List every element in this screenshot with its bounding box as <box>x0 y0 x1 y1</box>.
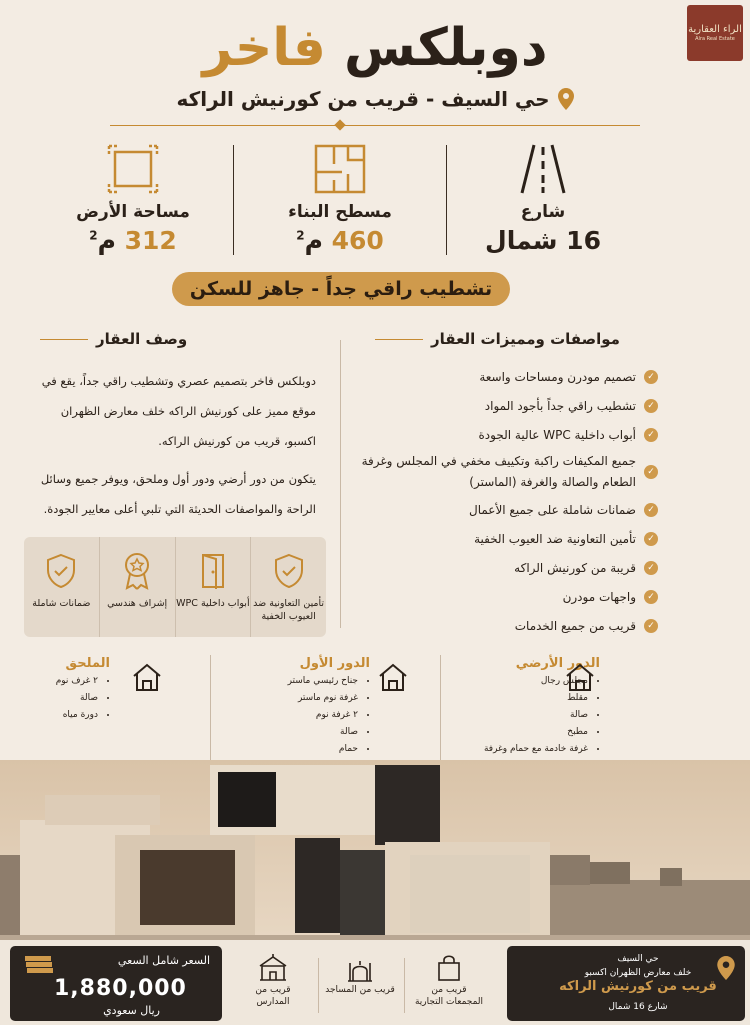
price-value: 1,880,000 <box>54 976 187 1001</box>
floor-title: الدور الأول <box>299 656 370 671</box>
nearby-mosques: قريب من المساجد <box>325 952 395 996</box>
land-area-icon <box>107 144 159 194</box>
stat-unit-sup: 2 <box>296 228 305 243</box>
stat-building-area-value: 460 <box>331 226 384 255</box>
feature-item: ✓ قريبة من كورنيش الراكه <box>360 553 658 582</box>
nearby-separator <box>404 958 405 1013</box>
feature-item: ✓ تصميم مودرن ومساحات واسعة <box>360 362 658 391</box>
column-divider <box>340 340 341 628</box>
stat-land-area-value: 312 <box>124 226 177 255</box>
nearby-separator <box>318 958 319 1013</box>
property-description <box>38 366 316 532</box>
stat-unit: م <box>304 226 323 255</box>
location-card <box>507 946 745 1021</box>
school-icon <box>258 954 288 982</box>
shield-check-icon <box>46 553 76 589</box>
brand-logo-sub: Alra Real Estate <box>695 36 735 42</box>
shield-check-icon <box>274 553 304 589</box>
check-icon: ✓ <box>644 561 658 575</box>
floor-separator <box>210 655 211 760</box>
location-highlight: قريب من كورنيش الراكه <box>559 979 717 994</box>
feature-item: ✓ قريب من جميع الخدمات <box>360 611 658 640</box>
stat-land-area-label: مساحة الأرض <box>76 202 190 222</box>
stat-street <box>468 140 618 255</box>
description-paragraph: يتكون من دور أرضي ودور أول وملحق، ويوفر جميع وسائل الراحة والمواصفات الحديثة التي تلبي أعلى معايير الجودة. <box>40 472 316 516</box>
floor-ground: الدور الأرضي • مجلس رجال • مقلط • صالة • مطبخ • غرفة خادمة مع حمام وغرفة • <box>470 655 600 792</box>
page-title <box>100 18 650 78</box>
badge: أبواب داخلية WPC <box>175 537 251 637</box>
location-line: حي السيف <box>617 954 659 964</box>
location-text: حي السيف - قريب من كورنيش الراكه <box>176 87 550 111</box>
money-stack-icon <box>24 954 54 976</box>
award-icon <box>122 552 152 590</box>
floorplan-icon <box>314 144 366 194</box>
floor-title: الدور الأرضي <box>515 656 600 671</box>
feature-item: ✓ واجهات مودرن <box>360 582 658 611</box>
location-line: خلف معارض الظهران اكسبو <box>584 968 692 978</box>
house-icon <box>378 662 408 692</box>
stat-separator <box>233 145 234 255</box>
floor-annex: الملحق • ٢ غرف نوم • صالة • دورة مياه <box>56 655 110 724</box>
features-list <box>360 362 658 640</box>
description-heading <box>40 330 187 348</box>
stat-separator <box>446 145 447 255</box>
mosque-icon <box>345 953 375 983</box>
brand-logo <box>687 5 743 61</box>
nearby-malls: قريب من المجمعات التجارية <box>414 952 484 1008</box>
floor-separator <box>440 655 441 760</box>
check-icon: ✓ <box>644 532 658 546</box>
features-heading <box>375 330 620 348</box>
title-dark: دوبلكس <box>344 18 548 78</box>
stat-street-value: 16 شمال <box>485 226 601 255</box>
title-gold: فاخر <box>202 18 326 78</box>
check-icon: ✓ <box>644 503 658 517</box>
brand-logo-text: الراء العقارية <box>688 24 742 35</box>
house-icon <box>565 662 595 692</box>
stat-building-area <box>265 140 415 255</box>
stat-street-label: شارع <box>520 202 566 222</box>
feature-item: ✓ تشطيب راقي جداً بأجود المواد <box>360 391 658 420</box>
house-photo <box>0 760 750 950</box>
price-card <box>10 946 222 1021</box>
price-label: السعر شامل السعي <box>117 954 210 967</box>
description-paragraph: دوبلكس فاخر بتصميم عصري وتشطيب راقي جداً، يقع في موقع مميز على كورنيش الراكه خلف معارض الظهران اكسبو، قريب من كورنيش الراكه. <box>41 374 316 448</box>
stat-unit-sup: 2 <box>89 228 98 243</box>
badge: إشراف هندسي <box>99 537 175 637</box>
finish-pill: تشطيب راقي جداً - جاهز للسكن <box>172 272 510 306</box>
badge: تأمين التعاونية ضد العيوب الخفية <box>250 537 326 637</box>
road-icon <box>520 143 566 195</box>
location-subtitle <box>140 86 610 112</box>
floor-title: الملحق <box>65 656 110 671</box>
price-currency: ريال سعودي <box>103 1004 160 1017</box>
feature-item: ✓ جميع المكيفات راكبة وتكييف مخفي في المجلس وغرفة الطعام والصالة والغرفة (الماستر) <box>360 449 658 495</box>
floor-first: الدور الأول • جناح رئيسي ماستر • غرفة نوم ماستر • ٢ غرفة نوم • صالة • حمام <box>288 655 370 758</box>
description-title: وصف العقار <box>96 330 188 348</box>
badges-panel <box>24 537 326 637</box>
location-line: شارع 16 شمال <box>608 1002 668 1012</box>
door-icon <box>200 553 226 589</box>
check-icon: ✓ <box>644 465 658 479</box>
house-icon <box>132 662 162 692</box>
stat-building-area-label: مسطح البناء <box>288 202 392 222</box>
check-icon: ✓ <box>644 370 658 384</box>
stat-unit: م <box>97 226 116 255</box>
features-title: مواصفات ومميزات العقار <box>431 330 620 348</box>
badge: ضمانات شاملة <box>24 537 99 637</box>
check-icon: ✓ <box>644 428 658 442</box>
location-pin-icon <box>558 88 574 110</box>
feature-item: ✓ ضمانات شاملة على جميع الأعمال <box>360 495 658 524</box>
feature-item: ✓ تأمين التعاونية ضد العيوب الخفية <box>360 524 658 553</box>
shopping-bag-icon <box>437 954 461 982</box>
nearby-schools: قريب من المدارس <box>238 952 308 1008</box>
check-icon: ✓ <box>644 399 658 413</box>
stat-land-area <box>58 140 208 255</box>
divider-diamond <box>334 119 345 130</box>
feature-item: ✓ أبواب داخلية WPC عالية الجودة <box>360 420 658 449</box>
check-icon: ✓ <box>644 619 658 633</box>
header-divider <box>110 125 640 126</box>
check-icon: ✓ <box>644 590 658 604</box>
